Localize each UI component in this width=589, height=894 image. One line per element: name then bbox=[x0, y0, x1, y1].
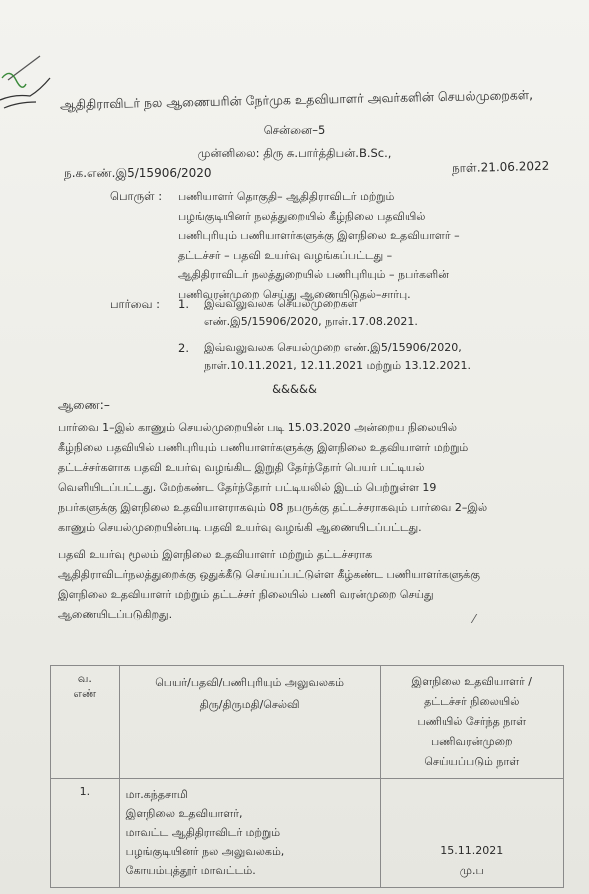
paragraph-line: பார்வை 1–இல் காணும் செயல்முறையின் படி 15.03.2020 அன்றைய நிலையில் bbox=[58, 421, 457, 434]
row-details bbox=[119, 779, 380, 888]
header-text: எண் bbox=[73, 687, 97, 700]
header-serial bbox=[51, 666, 120, 779]
office-city: சென்னை–5 bbox=[263, 123, 326, 137]
reference-item-text bbox=[204, 295, 504, 331]
reference-item-text bbox=[204, 339, 504, 375]
header-text: இளநிலை உதவியாளர் / bbox=[411, 675, 532, 688]
reference-number: ந.க.எண்.இ5/15906/2020 bbox=[64, 166, 212, 180]
header-join-date bbox=[380, 666, 564, 779]
pen-mark: ⁄ bbox=[473, 612, 476, 626]
header-text: வ. bbox=[77, 672, 92, 685]
header-text: செய்யப்படும் நாள் bbox=[424, 755, 520, 768]
table-row bbox=[51, 779, 564, 888]
subject-label: பொருள் : bbox=[110, 189, 163, 203]
header-text: பணிவரன்முறை bbox=[430, 735, 513, 748]
order-paragraph-1 bbox=[58, 418, 534, 538]
paragraph-line: வெளியிடப்பட்டது. மேற்கண்ட தேர்ந்தோர் பட்டியலில் இடம் பெற்றுள்ள 19 bbox=[58, 481, 437, 494]
reference-line: நாள்.10.11.2021, 12.11.2021 மற்றும் 13.12.2021. bbox=[204, 359, 472, 372]
paragraph-line: ஆதிதிராவிடர்நலத்துறைக்கு ஒதுக்கீடு செய்யப்பட்டுள்ள கீழ்கண்ட பணியாளர்களுக்கு bbox=[58, 568, 480, 581]
order-label: ஆணை:– bbox=[58, 398, 110, 412]
employee-office: மாவட்ட ஆதிதிராவிடர் மற்றும் bbox=[125, 826, 281, 839]
office-title: ஆதிதிராவிடர் நல ஆணையரின் நேர்முக உதவியாளர் அவர்களின் செயல்முறைகள், bbox=[59, 87, 534, 112]
order-paragraph-2 bbox=[58, 545, 534, 625]
document-date: நாள்.21.06.2022 bbox=[451, 158, 550, 176]
subject-line: ஆதிதிராவிடர் நலத்துறையில் பணிபுரியும் – நபர்களின் bbox=[178, 268, 449, 281]
employee-office: பழங்குடியினர் நல அலுவலகம், bbox=[125, 845, 285, 858]
subject-line: பணிபுரியும் பணியாளர்களுக்கு இளநிலை உதவியாளர் – bbox=[178, 229, 460, 242]
header-text: தட்டச்சர் நிலையில் bbox=[424, 695, 520, 708]
staff-table bbox=[50, 665, 564, 888]
employee-post: இளநிலை உதவியாளர், bbox=[125, 807, 243, 820]
paragraph-line: இளநிலை உதவியாளர் மற்றும் தட்டச்சர் நிலையில் பணி வரன்முறை செய்து bbox=[58, 588, 434, 601]
row-join-date bbox=[380, 779, 564, 888]
section-separator: &&&&& bbox=[272, 382, 317, 396]
header-text: பெயர்/பதவி/பணிபுரியும் அலுவலகம் bbox=[155, 676, 344, 689]
reference-item-number: 1. bbox=[178, 297, 189, 311]
employee-district: கோயம்புத்தூர் மாவட்டம். bbox=[125, 864, 256, 877]
join-session: மு.ப bbox=[459, 864, 484, 877]
paragraph-line: தட்டச்சர்களாக பதவி உயர்வு வழங்கிட இறுதி தேர்ந்தோர் பெயர் பட்டியல் bbox=[58, 461, 425, 474]
subject-text bbox=[178, 187, 504, 304]
subject-line: பழங்குடியினர் நலத்துறையில் கீழ்நிலை பதவியில் bbox=[178, 209, 426, 223]
header-name-post bbox=[119, 666, 380, 779]
reference-item-number: 2. bbox=[178, 341, 189, 355]
row-serial: 1. bbox=[51, 779, 120, 888]
subject-line: பணிவரன்முறை செய்து ஆணையிடுதல்–சார்பு. bbox=[178, 287, 411, 301]
subject-line: தட்டச்சர் – பதவி உயர்வு வழங்கப்பட்டது – bbox=[178, 248, 393, 262]
paragraph-line: காணும் செயல்முறையின்படி பதவி உயர்வு வழங்கி ஆணையிடப்பட்டது. bbox=[58, 521, 422, 534]
paragraph-line: பதவி உயர்வு மூலம் இளநிலை உதவியாளர் மற்றும் தட்டச்சராக bbox=[58, 548, 373, 561]
reference-line: எண்.இ5/15906/2020, நாள்.17.08.2021. bbox=[204, 315, 418, 328]
reference-line: இவ்வலுவலக செயல்முறை எண்.இ5/15906/2020, bbox=[204, 341, 462, 354]
reference-line: இவ்வலுவலக செயல்முறைகள் bbox=[204, 297, 358, 310]
references-label: பார்வை : bbox=[110, 297, 160, 311]
subject-line: பணியாளர் தொகுதி– ஆதிதிராவிடர் மற்றும் bbox=[178, 190, 395, 203]
employee-name: மா.கந்தசாமி bbox=[125, 788, 188, 801]
header-text: பணியில் சேர்ந்த நாள் bbox=[417, 715, 527, 728]
paragraph-line: கீழ்நிலை பதவியில் பணிபுரியும் பணியாளர்களுக்கு இளநிலை உதவியாளர் மற்றும் bbox=[58, 441, 469, 454]
paragraph-line: நபர்களுக்கு இளநிலை உதவியாளராகவும் 08 நபருக்கு தட்டச்சராகவும் பார்வை 2–இல் bbox=[58, 501, 488, 514]
paragraph-line: ஆணையிடப்படுகிறது. bbox=[58, 608, 173, 621]
table-header-row bbox=[51, 666, 564, 779]
join-date: 15.11.2021 bbox=[440, 844, 504, 857]
presence-line: முன்னிலை: திரு சு.பார்த்திபன்.B.Sc., bbox=[197, 146, 392, 160]
handwritten-initials bbox=[0, 50, 70, 130]
header-text: திரு/திருமதி/செல்வி bbox=[199, 698, 300, 711]
